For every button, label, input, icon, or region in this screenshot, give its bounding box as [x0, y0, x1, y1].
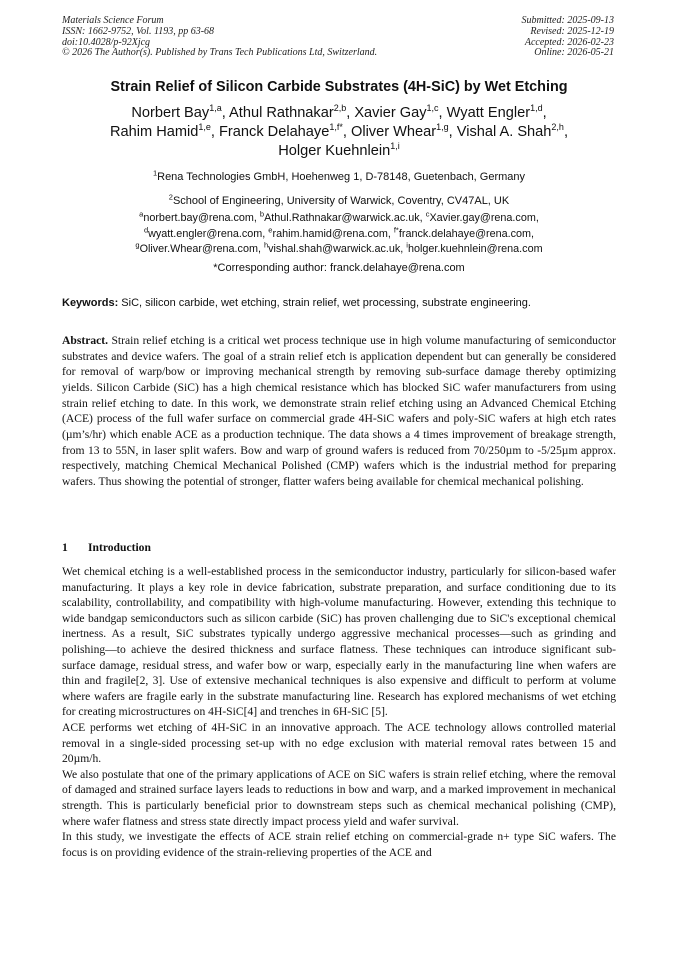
date-accepted: Accepted: 2026-02-23: [524, 36, 614, 48]
journal-doi: doi:10.4028/p-92Xjcg: [62, 36, 151, 48]
email: $^{f*}$franck.delahaye@rena.com,: [393, 224, 535, 240]
section-number: 1: [62, 541, 68, 554]
affiliation-1: $^1$Rena Technologies GmbH, Hoehenweg 1, D-78148, Guetenbach, Germany: [152, 168, 526, 183]
author: Holger Kuehnlein$^{1,i}$: [278, 141, 400, 159]
paragraph: We also postulate that one of the primary applications of ACE on SiC wafers is strain relief etching, where the removal of damaged and strained surface layers leads to reductions in bow and warp, and a marked improvement in mechanical strength. This is particularly beneficial prior to downstream steps such as chemical mechanical polishing (CMP), where wafer flatness and stress state directly impact process yield and wafer survival.: [62, 767, 616, 828]
copyright-notice: © 2026 The Author(s). Published by Trans Tech Publications Ltd, Switzerland.: [62, 47, 378, 59]
affiliation-2: $^2$School of Engineering, University of Warwick, Coventry, CV47AL, UK: [168, 192, 510, 207]
email: $^c$Xavier.gay@rena.com,: [425, 209, 539, 224]
journal-name: Materials Science Forum: [62, 15, 164, 26]
author: Vishal A. Shah$^{2,h}$,: [456, 122, 568, 140]
author-emails: [40, 211, 638, 258]
email: $^d$wyatt.engler@rena.com,: [143, 224, 269, 240]
author: Athul Rathnakar$^{2,b}$,: [229, 103, 355, 121]
paragraph: In this study, we investigate the effects of ACE strain relief etching on commercial-grade n+ type SiC wafers. The focus is on providing evidence of the strain-relieving properties of the ACE and: [62, 830, 616, 859]
date-revised: Revised: 2025-12-19: [530, 25, 614, 37]
email: $^e$rahim.hamid@rena.com,: [268, 224, 394, 240]
publication-dates: [522, 16, 615, 59]
keywords: [62, 297, 622, 309]
abstract-text: Strain relief etching is a critical wet process technique use in high volume manufacturing of semiconductor substrates and device wafers. The goal of a strain relief etch is application dependent but can generally be considered for removal of warp/bow or improving mechanical strength by removing sub-surface damage thereby optimizing yields. Silicon Carbide (SiC) has a high chemical resistance which has blocked SiC wafer manufacturers from using strain relief etching to date. In this work, we demonstrate strain relief etching using an Advanced Chemical Etching (ACE) process of the full wafer surface on commercial grade 4H-SiC wafers and poly-SiC wafers at high etch rates (µm’s/hr) which enable ACE as a production technique. The data shows a 4 times improvement of breakage strength, from 13 to 55N, in laser split wafers. Bow and warp of ground wafers is reduced from 70/250µm to -5/25µm approx. respectively, matching Chemical Mechanical Polished (CMP) wafers which is the industrial method for preparing wafers. Thus showing the potential of stronger, flatter wafers being available for chemical mechanical polishing.: [62, 334, 616, 488]
date-online: Online: 2026-05-21: [534, 47, 614, 59]
section-heading: [62, 541, 151, 554]
email: $^a$norbert.bay@rena.com,: [139, 209, 260, 224]
date-submitted: Submitted: 2025-09-13: [521, 15, 614, 26]
email: $^h$vishal.shah@warwick.ac.uk,: [263, 240, 407, 255]
section-title: Introduction: [88, 541, 151, 554]
author: Xavier Gay$^{1,c}$,: [354, 103, 447, 121]
paragraph: Wet chemical etching is a well-established process in the semiconductor industry, particularly for silicon-based wafer manufacturing. It plays a key role in device fabrication, substrate preparation, and surface conditioning due to its scalability, controllability, and compatibility with high-volume manufacturing. However, extending this technique to wide bandgap semiconductors such as silicon carbide (SiC) has proven challenging due to SiC's exceptional chemical inertness. As a result, SiC substrates typically undergo aggressive mechanical processes—such as grinding and polishing—to achieve the desired thickness and surface flatness. These techniques can introduce significant sub-surface damage, residual stress, and wafer bow or warp, especially early in the manufacturing line when wafers are thin and fragile[2, 3]. Use of extensive mechanical techniques is also expensive and difficult to perform at volume where wafers are fragile early in the substrate manufacturing line. Research has explored mechanisms of wet etching for creating microstructures on 4H-SiC[4] and trenches in 6H-SiC [5].: [62, 565, 616, 719]
email: $^b$Athul.Rathnakar@warwick.ac.uk,: [259, 209, 426, 224]
introduction-body: [62, 564, 616, 860]
keywords-text: SiC, silicon carbide, wet etching, strain relief, wet processing, substrate engineering.: [118, 297, 531, 309]
abstract: [62, 333, 616, 490]
journal-issn: ISSN: 1662-9752, Vol. 1193, pp 63-68: [62, 25, 215, 37]
abstract-label: Abstract.: [62, 334, 109, 347]
corresponding-author: *Corresponding author: franck.delahaye@rena.com: [213, 262, 465, 274]
author: Norbert Bay$^{1,a}$,: [131, 103, 230, 121]
email: $^g$Oliver.Whear@rena.com,: [135, 240, 264, 255]
keywords-label: Keywords:: [62, 297, 119, 309]
author: Rahim Hamid$^{1,e}$,: [109, 122, 220, 140]
author: Franck Delahaye$^{1,f*}$,: [219, 122, 351, 140]
email: $^i$holger.kuehnlein@rena.com: [406, 240, 543, 255]
author-list: [62, 104, 616, 161]
author: Oliver Whear$^{1,g}$,: [350, 122, 457, 140]
paper-title: Strain Relief of Silicon Carbide Substrates (4H-SiC) by Wet Etching: [110, 79, 568, 95]
author: Wyatt Engler$^{1,d}$,: [446, 103, 547, 121]
journal-info: [62, 16, 377, 59]
paragraph: ACE performs wet etching of 4H-SiC in an innovative approach. The ACE technology allows controlled material removal in a single-sided processing set-up with no edge exclusion with material removal rates between 15 and 20µm/h.: [62, 720, 616, 766]
